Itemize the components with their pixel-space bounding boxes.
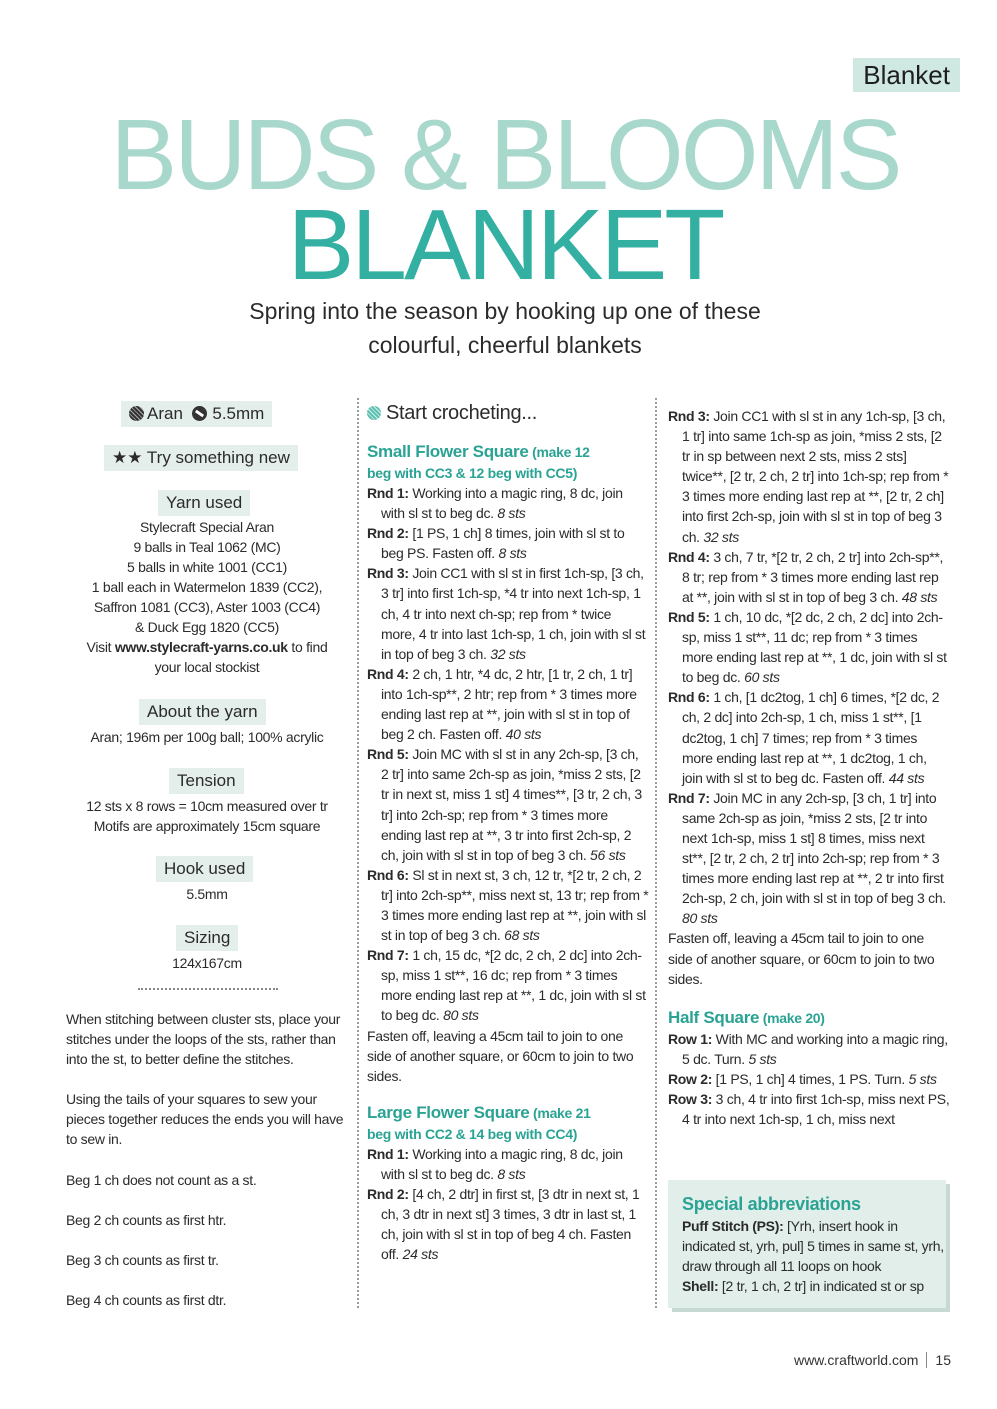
- note-beg4: Beg 4 ch counts as first dtr.: [66, 1292, 227, 1308]
- large-rnd-5: Rnd 5: 1 ch, 10 dc, *[2 dc, 2 ch, 2 dc] into 2ch-sp, miss 1 st**, 11 dc; rep from * 3 times more ending last rep at **, 1 dc, join with sl st to beg dc. 60 sts: [668, 608, 947, 686]
- half-square-title: Half Square (make 20): [668, 1007, 825, 1027]
- tension-heading: Tension: [169, 768, 244, 794]
- half-row-3: Row 3: 3 ch, 4 tr into first 1ch-sp, miss next PS, 4 tr into next 1ch-sp, 1 ch, miss next: [668, 1091, 950, 1128]
- small-rnd-1: Rnd 1: Working into a magic ring, 8 dc, join with sl st to beg dc. 8 sts: [367, 485, 623, 522]
- section-tag: Blanket: [853, 58, 960, 92]
- yarn-ball-icon: [367, 406, 381, 420]
- tension-info: [66, 796, 348, 836]
- hook-used-heading: Hook used: [156, 856, 253, 882]
- yarn-line: Saffron 1081 (CC3), Aster 1003 (CC4): [93, 599, 321, 615]
- yarn-hook-pill: [121, 401, 272, 427]
- footer-separator: [926, 1352, 927, 1368]
- tension-line-1: 12 sts x 8 rows = 10cm measured over tr: [86, 798, 328, 814]
- small-rnd-5: Rnd 5: Join MC with sl st in any 2ch-sp, [3 ch, 2 tr] into same 2ch-sp as join, *miss 2 sts, [2 tr in next st, miss 1 st] 4 times**, [3 tr, 2 ch, 3 tr] into 2ch-sp; rep from * 3 times more ending last rep at **, 3 tr into first 2ch-sp, 2 ch, join with sl st in top of beg 3 ch. 56 sts: [367, 746, 642, 863]
- hook-used-text: 5.5mm: [186, 886, 228, 902]
- hook-icon: [192, 406, 207, 421]
- small-rnd-6: Rnd 6: Sl st in next st, 3 ch, 12 tr, *[2 tr, 2 ch, 2 tr] into 2ch-sp**, miss next st, 13 tr; rep from * 3 times more ending last rep at **, join with sl st in top of beg 3 ch. 68 sts: [367, 866, 649, 944]
- large-rnd-3: Rnd 3: Join CC1 with sl st in any 1ch-sp, [3 ch, 1 tr] into same 1ch-sp as join, *miss 2 sts, [2 tr in sp between next 2 sts, miss 2 sts] twice**, [2 tr, 2 ch, 2 tr] into 1ch-sp; rep from * 3 times more ending last rep at **, [2 tr, 2 ch] into first 2ch-sp, join with sl st in top of beg 3 ch. 32 sts: [668, 408, 949, 545]
- small-rnd-4: Rnd 4: 2 ch, 1 htr, *4 dc, 2 htr, [1 tr, 2 ch, 1 tr] into 1ch-sp**, 2 htr; rep from * 3 times more ending last rep at **, join with sl st in top of beg 2 ch. Fasten off. 40 sts: [367, 665, 637, 743]
- yarn-line: & Duck Egg 1820 (CC5): [135, 619, 279, 635]
- yarn-used-info: [66, 517, 348, 677]
- special-abbreviations-box: [668, 1180, 946, 1308]
- half-row-1: Row 1: With MC and working into a magic ring, 5 dc. Turn. 5 sts: [668, 1030, 948, 1067]
- small-rnd-2: Rnd 2: [1 PS, 1 ch] 8 times, join with sl st to beg PS. Fasten off. 8 sts: [367, 525, 625, 562]
- yarn-line: 5 balls in white 1001 (CC1): [127, 559, 287, 575]
- about-yarn-text: Aran; 196m per 100g ball; 100% acrylic: [90, 729, 324, 745]
- difficulty-stars-icon: ★★: [112, 448, 143, 467]
- abbr-shell: Shell: [2 tr, 1 ch, 2 tr] in indicated st or sp: [682, 1278, 924, 1294]
- stockist-link[interactable]: www.stylecraft-yarns.co.uk: [114, 639, 288, 655]
- tension-line-2: Motifs are approximately 15cm square: [93, 818, 321, 834]
- difficulty-pill: [104, 445, 298, 471]
- sizing-text: 124x167cm: [172, 955, 242, 971]
- yarn-ball-icon: [129, 406, 144, 421]
- right-column: [668, 406, 950, 1129]
- column-divider-2: [655, 398, 657, 1308]
- sizing-heading: Sizing: [176, 925, 238, 951]
- difficulty-label: Try something new: [146, 448, 290, 467]
- small-rnd-3: Rnd 3: Join CC1 with sl st in first 1ch-sp, [3 ch, 3 tr] into first 1ch-sp, *4 tr into next 1ch-sp, 1 ch, 4 tr into next ch-sp; rep from * twice more, 4 tr into last 1ch-sp, 1 ch, join with sl st in top of beg 3 ch. 32 sts: [367, 565, 646, 662]
- half-row-2: Row 2: [1 PS, 1 ch] 4 times, 1 PS. Turn. 5 sts: [668, 1070, 937, 1087]
- large-rnd-2: Rnd 2: [4 ch, 2 dtr] in first st, [3 dtr in next st, 1 ch, 3 dtr in next st] 3 times, 3 dtr in last st, 1 ch, join with sl st in top of beg 4 ch. Fasten off. 24 sts: [367, 1186, 640, 1263]
- large-fasten-off: Fasten off, leaving a 45cm tail to join to one side of another square, or 60cm to join to two sides.: [668, 930, 935, 987]
- note-beg1: Beg 1 ch does not count as a st.: [66, 1172, 257, 1188]
- subtitle: [0, 294, 997, 362]
- small-rnd-7: Rnd 7: 1 ch, 15 dc, *[2 dc, 2 ch, 2 dc] into 2ch-sp, miss 1 st**, 16 dc; rep from * 3 times more ending last rep at **, 1 dc, join with sl st to beg dc. 80 sts: [367, 947, 646, 1024]
- title-line-1: BUDS & BLOOMS: [110, 99, 900, 211]
- middle-column: [367, 400, 649, 1264]
- note-beg3: Beg 3 ch counts as first tr.: [66, 1252, 219, 1268]
- page-number: 15: [935, 1352, 951, 1368]
- yarn-line: 9 balls in Teal 1062 (MC): [133, 539, 281, 555]
- yarn-weight: Aran: [147, 404, 183, 423]
- visit-line: Visit www.stylecraft-yarns.co.uk to find: [86, 639, 328, 655]
- about-yarn-heading: About the yarn: [139, 699, 266, 725]
- yarn-line: Stylecraft Special Aran: [140, 519, 274, 535]
- footer: [794, 1352, 951, 1368]
- title-line-2: BLANKET: [287, 189, 723, 301]
- sidebar-divider: [138, 988, 278, 990]
- large-square-title: Large Flower Square (make 21: [367, 1102, 591, 1122]
- hook-size: 5.5mm: [212, 404, 265, 423]
- column-divider-1: [357, 398, 359, 1308]
- abbreviations-heading: Special abbreviations: [682, 1194, 861, 1214]
- footer-url[interactable]: www.craftworld.com: [793, 1352, 919, 1368]
- subtitle-line-2: colourful, cheerful blankets: [368, 332, 642, 358]
- visit-line-2: your local stockist: [154, 659, 260, 675]
- note-beg2: Beg 2 ch counts as first htr.: [66, 1212, 227, 1228]
- large-rnd-6: Rnd 6: 1 ch, [1 dc2tog, 1 ch] 6 times, *[2 dc, 2 ch, 2 dc] into 2ch-sp, 1 ch, miss 1 st**, [1 dc2tog, 1 ch] 7 times; rep from * 3 times more ending last rep at **, 1 dc2tog, 1 ch, join with sl st to beg dc. Fasten off. 44 sts: [668, 689, 940, 786]
- note-tails: Using the tails of your squares to sew your pieces together reduces the ends you will have to sew in.: [66, 1091, 344, 1147]
- subtitle-line-1: Spring into the season by hooking up one of these: [249, 298, 761, 324]
- small-fasten-off: Fasten off, leaving a 45cm tail to join to one side of another square, or 60cm to join to two sides.: [367, 1027, 634, 1084]
- start-crocheting-heading: Start crocheting...: [367, 400, 649, 426]
- note-cluster: When stitching between cluster sts, place your stitches under the loops of the sts, rather than into the st, to better define the stitches.: [66, 1011, 341, 1067]
- small-square-make: beg with CC3 & 12 beg with CC5): [367, 465, 578, 481]
- small-square-title: Small Flower Square (make 12: [367, 442, 590, 461]
- abbr-puff-stitch: Puff Stitch (PS): [Yrh, insert hook in indicated st, yrh, pul] 5 times in same st, yrh, draw through all 11 loops on hook: [682, 1218, 944, 1274]
- yarn-used-heading: Yarn used: [158, 490, 250, 516]
- large-rnd-4: Rnd 4: 3 ch, 7 tr, *[2 tr, 2 ch, 2 tr] into 2ch-sp**, 8 tr; rep from * 3 times more ending last rep at **, join with sl st in top of beg 3 ch. 48 sts: [668, 548, 944, 605]
- large-rnd-7: Rnd 7: Join MC in any 2ch-sp, [3 ch, 1 tr] into same 2ch-sp as join, *miss 2 sts, [2 tr into next 1ch-sp, miss 1 st] 8 times, miss next st**, [2 tr, 2 ch, 2 tr] into 2ch-sp; rep from * 3 times more ending last rep at **, 2 tr into first 2ch-sp, 2 ch, join with sl st in top of beg 3 ch. 80 sts: [668, 789, 946, 927]
- yarn-line: 1 ball each in Watermelon 1839 (CC2),: [91, 579, 323, 595]
- large-square-make: beg with CC2 & 14 beg with CC4): [367, 1125, 578, 1142]
- large-rnd-1: Rnd 1: Working into a magic ring, 8 dc, join with sl st to beg dc. 8 sts: [367, 1145, 623, 1182]
